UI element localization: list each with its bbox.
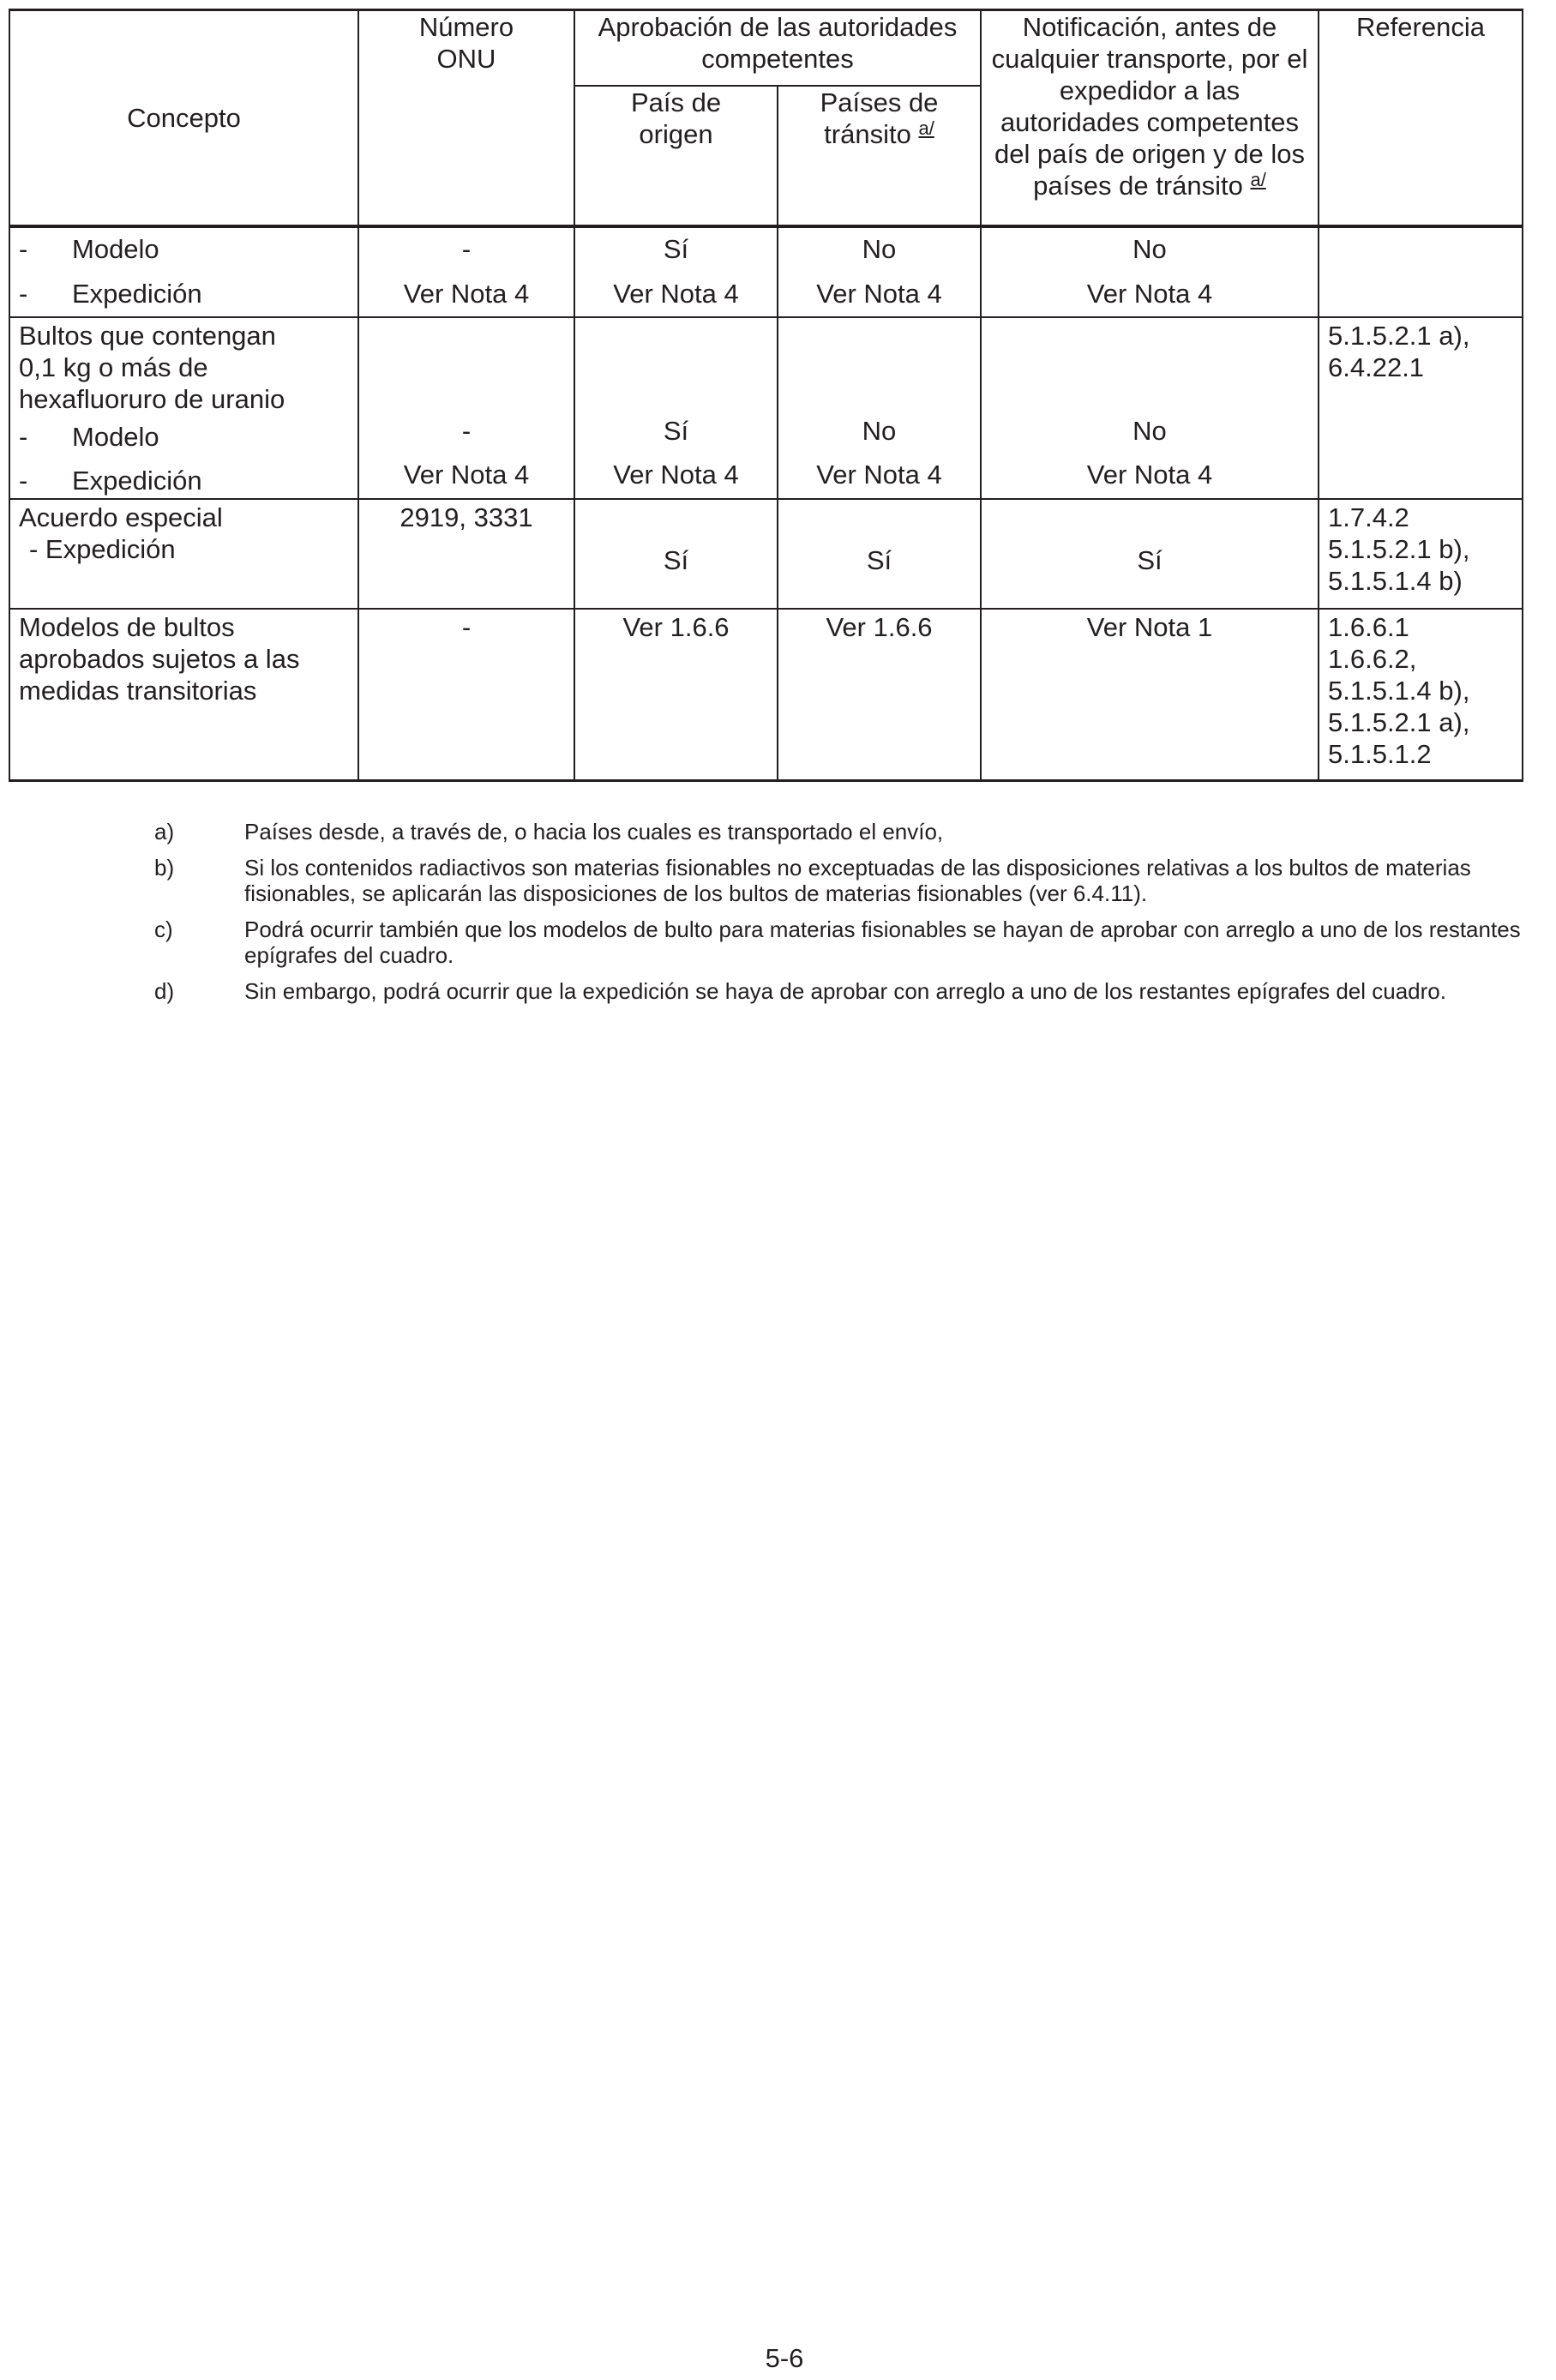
- footnote-text: Sin embargo, podrá ocurrir que la expedición se haya de aprobar con arreglo a uno de los restantes epígrafes del cuadro.: [244, 978, 1446, 1004]
- row-label: [9, 499, 358, 609]
- reference: 1.6.6.1: [1328, 611, 1409, 642]
- footnote-text: Países desde, a través de, o hacia los cuales es transportado el envío,: [244, 819, 944, 844]
- approval-table: [9, 9, 1523, 782]
- footnote-key: b): [154, 855, 175, 880]
- reference: 5.1.5.1.4 b),: [1328, 675, 1470, 706]
- cell-notificacion: [981, 317, 1319, 499]
- footnote-text: Podrá ocurrir también que los modelos de bulto para materias fisionables se hayan de aprobar con arreglo a uno de los restantes epígrafes del cuadro.: [244, 917, 1521, 968]
- cell-referencia: [1319, 226, 1523, 271]
- cell-onu: [358, 317, 574, 499]
- header-notificacion: [981, 10, 1319, 226]
- header-referencia: Referencia: [1319, 10, 1523, 226]
- cell-transito: [778, 317, 981, 499]
- header-paises-transito: [778, 86, 981, 226]
- cell-origen: Sí: [574, 226, 778, 271]
- reference: 5.1.5.1.4 b): [1328, 565, 1463, 596]
- value: Ver Nota 4: [1086, 459, 1213, 490]
- header-concepto: Concepto: [9, 10, 358, 226]
- cell-notificacion: Sí: [981, 499, 1319, 609]
- header-aprobacion: Aprobación de las autoridades competentes: [574, 10, 981, 86]
- row-label: [9, 317, 358, 499]
- value: Ver Nota 4: [816, 459, 942, 490]
- footnote-text: Si los contenidos radiactivos son materias fisionables no exceptuadas de las disposiciones relativas a los bultos de materias fisionables, se aplicarán las disposiciones de los bultos de materias fisionables (ver 6.4.11).: [244, 855, 1471, 906]
- cell-origen: Ver Nota 4: [574, 271, 778, 317]
- group-title: Modelos de bultos aprobados sujetos a las medidas transitorias: [19, 611, 300, 706]
- header-notificacion-text: Notificación, antes de cualquier transporte, por el expedidor a las autoridades competentes del país de origen y de los países de tránsito: [991, 12, 1308, 201]
- reference: 1.7.4.2: [1328, 502, 1409, 532]
- table-row: [9, 271, 1523, 317]
- cell-transito: Ver 1.6.6: [778, 609, 981, 781]
- cell-origen: [574, 317, 778, 499]
- cell-transito: No: [778, 226, 981, 271]
- footnote-key: c): [154, 917, 173, 942]
- footnote: [154, 978, 1552, 1004]
- reference: 5.1.5.2.1 a),: [1328, 706, 1470, 737]
- cell-onu: 2919, 3331: [358, 499, 574, 609]
- sub-item: - Modelo: [19, 421, 159, 452]
- footnote: [154, 855, 1552, 906]
- header-numero-onu: Número ONU: [358, 10, 574, 226]
- cell-onu: -: [358, 226, 574, 271]
- cell-referencia: [1319, 271, 1523, 317]
- cell-referencia: [1319, 317, 1523, 499]
- value: No: [1132, 415, 1167, 446]
- header-paises-transito-text: Países de tránsito: [820, 87, 939, 149]
- footnotes: [154, 819, 1552, 1014]
- table-row: [9, 499, 1523, 609]
- page-number: 5-6: [765, 2343, 804, 2373]
- value: Sí: [663, 415, 689, 446]
- row-label: - Modelo: [9, 226, 358, 271]
- header-pais-origen: País de origen: [574, 86, 778, 226]
- footnote-key: d): [154, 978, 175, 1004]
- cell-transito: Sí: [778, 499, 981, 609]
- row-label: [9, 609, 358, 781]
- footnote: [154, 917, 1552, 968]
- cell-onu: -: [358, 609, 574, 781]
- table-row: [9, 226, 1523, 271]
- cell-origen: Ver 1.6.6: [574, 609, 778, 781]
- reference: 1.6.6.2,: [1328, 643, 1417, 674]
- reference: 5.1.5.2.1 b),: [1328, 533, 1470, 564]
- cell-notificacion: Ver Nota 4: [981, 271, 1319, 317]
- reference: 6.4.22.1: [1328, 352, 1425, 382]
- cell-onu: Ver Nota 4: [358, 271, 574, 317]
- cell-notificacion: Ver Nota 1: [981, 609, 1319, 781]
- table-row: [9, 609, 1523, 781]
- header-transito-mark: a/: [918, 117, 934, 139]
- footnote: [154, 819, 1552, 844]
- value: -: [461, 415, 472, 446]
- group-title: Bultos que contengan 0,1 kg o más de hexafluoruro de uranio: [19, 320, 285, 414]
- cell-referencia: [1319, 499, 1523, 609]
- reference: 5.1.5.1.2: [1328, 738, 1432, 769]
- value: Ver Nota 4: [613, 459, 739, 490]
- sub-item: - Expedición: [19, 465, 202, 496]
- reference: 5.1.5.2.1 a),: [1328, 320, 1470, 351]
- footnote-key: a): [154, 819, 175, 844]
- row-label: - Expedición: [9, 271, 358, 317]
- value: No: [862, 415, 897, 446]
- header-notificacion-mark: a/: [1250, 169, 1266, 190]
- cell-referencia: [1319, 609, 1523, 781]
- cell-origen: Sí: [574, 499, 778, 609]
- cell-notificacion: No: [981, 226, 1319, 271]
- group-title: Acuerdo especial: [19, 502, 223, 532]
- sub-item: - Expedición: [29, 533, 176, 564]
- table-row: [9, 317, 1523, 499]
- cell-transito: Ver Nota 4: [778, 271, 981, 317]
- value: Ver Nota 4: [403, 459, 530, 490]
